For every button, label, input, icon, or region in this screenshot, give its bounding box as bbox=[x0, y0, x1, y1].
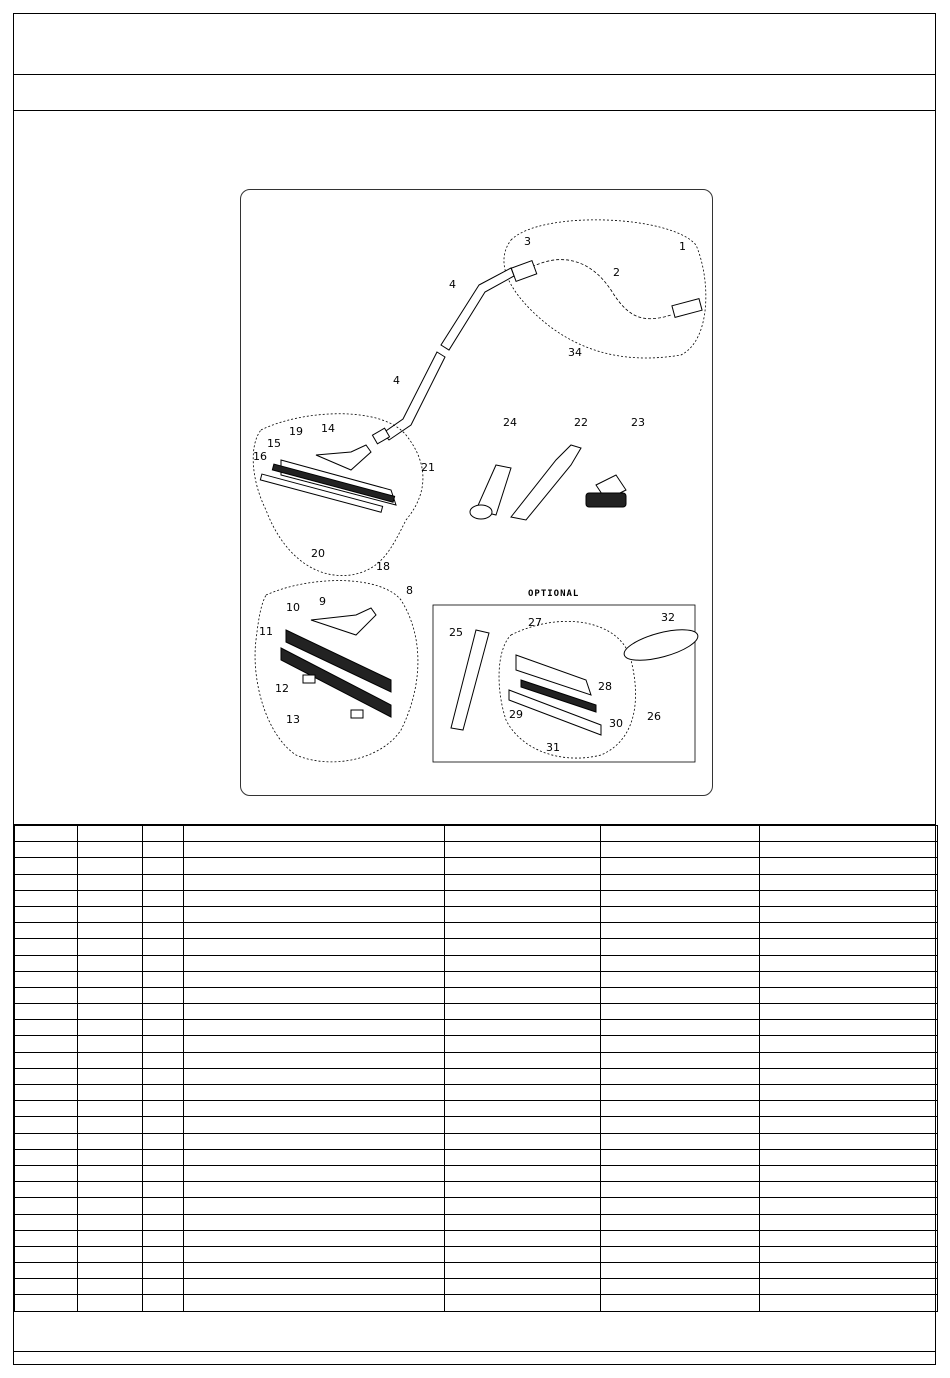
table-cell bbox=[15, 1101, 78, 1117]
callout-label: 4 bbox=[449, 278, 456, 291]
table-cell bbox=[143, 1214, 184, 1230]
table-cell bbox=[143, 1263, 184, 1279]
table-cell bbox=[445, 1085, 601, 1101]
table-cell bbox=[143, 1068, 184, 1084]
table-cell bbox=[15, 923, 78, 939]
table-cell bbox=[760, 1101, 938, 1117]
table-cell bbox=[15, 890, 78, 906]
table-cell bbox=[143, 1165, 184, 1181]
title-row bbox=[14, 14, 935, 75]
table-cell bbox=[601, 939, 760, 955]
table-cell bbox=[445, 906, 601, 922]
table-header-row bbox=[15, 826, 938, 842]
callout-label: 20 bbox=[311, 547, 325, 560]
table-cell bbox=[78, 955, 143, 971]
table-cell bbox=[445, 858, 601, 874]
table-cell bbox=[184, 1230, 445, 1246]
table-cell bbox=[78, 1085, 143, 1101]
callout-label: 32 bbox=[661, 611, 675, 624]
table-cell bbox=[445, 1149, 601, 1165]
table-cell bbox=[15, 874, 78, 890]
table-cell bbox=[78, 858, 143, 874]
table-cell bbox=[15, 842, 78, 858]
table-cell bbox=[143, 1004, 184, 1020]
wand-lower bbox=[383, 352, 445, 440]
table-cell bbox=[184, 1165, 445, 1181]
callout-label: 4 bbox=[393, 374, 400, 387]
table-cell bbox=[143, 1036, 184, 1052]
table-cell bbox=[78, 1295, 143, 1311]
table-cell bbox=[184, 906, 445, 922]
table-cell bbox=[78, 1230, 143, 1246]
callout-label: 14 bbox=[321, 422, 335, 435]
table-cell bbox=[184, 939, 445, 955]
table-cell bbox=[78, 1052, 143, 1068]
upholstery-group-outline bbox=[255, 581, 418, 762]
table-cell bbox=[601, 1214, 760, 1230]
table-cell bbox=[143, 1133, 184, 1149]
table-cell bbox=[760, 1004, 938, 1020]
clip-12b bbox=[351, 710, 363, 718]
callout-label: 16 bbox=[253, 450, 267, 463]
table-cell bbox=[143, 1279, 184, 1295]
table-cell bbox=[15, 1085, 78, 1101]
table-cell bbox=[445, 1165, 601, 1181]
table-cell bbox=[78, 1263, 143, 1279]
table-cell bbox=[15, 1182, 78, 1198]
table-cell bbox=[15, 1149, 78, 1165]
table-cell bbox=[445, 1068, 601, 1084]
table-cell bbox=[760, 1279, 938, 1295]
round-brush-bristles bbox=[586, 493, 626, 507]
table-row bbox=[15, 1020, 938, 1036]
table-cell bbox=[601, 1295, 760, 1311]
table-cell bbox=[601, 1246, 760, 1262]
table-cell bbox=[15, 858, 78, 874]
table-cell bbox=[78, 1036, 143, 1052]
table-cell bbox=[78, 1020, 143, 1036]
table-cell bbox=[601, 1068, 760, 1084]
table-cell bbox=[760, 1052, 938, 1068]
callout-label: 29 bbox=[509, 708, 523, 721]
table-cell bbox=[143, 1020, 184, 1036]
table-row bbox=[15, 858, 938, 874]
table-cell bbox=[760, 890, 938, 906]
table-cell bbox=[143, 987, 184, 1003]
table-cell bbox=[15, 1263, 78, 1279]
table-cell bbox=[445, 1295, 601, 1311]
table-cell bbox=[143, 923, 184, 939]
table-cell bbox=[760, 906, 938, 922]
table-cell bbox=[601, 1020, 760, 1036]
callout-label: 19 bbox=[289, 425, 303, 438]
table-cell bbox=[143, 874, 184, 890]
table-cell bbox=[78, 874, 143, 890]
table-cell bbox=[143, 939, 184, 955]
callout-label: 15 bbox=[267, 437, 281, 450]
table-cell bbox=[78, 923, 143, 939]
document-frame bbox=[13, 13, 936, 1365]
table-cell bbox=[601, 890, 760, 906]
table-cell bbox=[184, 1004, 445, 1020]
table-cell bbox=[760, 1149, 938, 1165]
table-cell bbox=[760, 842, 938, 858]
table-cell bbox=[15, 955, 78, 971]
table-cell bbox=[15, 987, 78, 1003]
table-cell bbox=[78, 987, 143, 1003]
table-cell bbox=[143, 890, 184, 906]
table-row bbox=[15, 1230, 938, 1246]
table-cell bbox=[760, 874, 938, 890]
hose-cuff-1 bbox=[672, 299, 702, 318]
table-row bbox=[15, 906, 938, 922]
upholstery-tool-neck bbox=[311, 608, 376, 635]
table-cell bbox=[143, 858, 184, 874]
table-cell bbox=[445, 1020, 601, 1036]
table-cell bbox=[445, 1182, 601, 1198]
parts-table bbox=[14, 825, 938, 1312]
callout-label: 13 bbox=[286, 713, 300, 726]
table-cell bbox=[15, 971, 78, 987]
exploded-parts-diagram bbox=[240, 189, 713, 796]
table-cell bbox=[601, 1279, 760, 1295]
table-cell bbox=[445, 1279, 601, 1295]
table-cell bbox=[184, 890, 445, 906]
clip-12 bbox=[303, 675, 315, 683]
table-cell bbox=[143, 1101, 184, 1117]
table-cell bbox=[601, 1085, 760, 1101]
table-cell bbox=[445, 1004, 601, 1020]
table-row bbox=[15, 1279, 938, 1295]
table-cell bbox=[184, 987, 445, 1003]
table-cell bbox=[601, 1263, 760, 1279]
callout-label: 34 bbox=[568, 346, 582, 359]
table-cell bbox=[760, 923, 938, 939]
subtitle-row bbox=[14, 75, 935, 111]
table-cell bbox=[184, 826, 445, 842]
callout-label: 1 bbox=[679, 240, 686, 253]
table-cell bbox=[184, 1198, 445, 1214]
table-cell bbox=[184, 1295, 445, 1311]
table-cell bbox=[760, 1085, 938, 1101]
optional-tool-group-outline bbox=[499, 621, 636, 758]
table-cell bbox=[15, 1279, 78, 1295]
table-row bbox=[15, 955, 938, 971]
table-cell bbox=[15, 1133, 78, 1149]
table-cell bbox=[15, 1246, 78, 1262]
table-row bbox=[15, 1295, 938, 1311]
callout-label: 3 bbox=[524, 235, 531, 248]
table-row bbox=[15, 842, 938, 858]
table-cell bbox=[601, 923, 760, 939]
table-row bbox=[15, 939, 938, 955]
table-cell bbox=[601, 1182, 760, 1198]
floor-tool-neck bbox=[316, 445, 371, 470]
table-cell bbox=[15, 1165, 78, 1181]
table-cell bbox=[760, 1214, 938, 1230]
table-cell bbox=[15, 826, 78, 842]
callout-label: 22 bbox=[574, 416, 588, 429]
table-cell bbox=[760, 987, 938, 1003]
table-cell bbox=[78, 1246, 143, 1262]
table-cell bbox=[184, 1036, 445, 1052]
table-cell bbox=[78, 1004, 143, 1020]
table-cell bbox=[78, 971, 143, 987]
table-cell bbox=[601, 826, 760, 842]
callout-label: 25 bbox=[449, 626, 463, 639]
table-cell bbox=[184, 1182, 445, 1198]
table-cell bbox=[184, 1101, 445, 1117]
table-cell bbox=[15, 1004, 78, 1020]
table-cell bbox=[184, 1263, 445, 1279]
table-cell bbox=[445, 1214, 601, 1230]
table-cell bbox=[78, 1068, 143, 1084]
table-cell bbox=[184, 955, 445, 971]
table-cell bbox=[760, 1295, 938, 1311]
callout-label: 26 bbox=[647, 710, 661, 723]
table-cell bbox=[760, 1068, 938, 1084]
table-cell bbox=[78, 826, 143, 842]
table-row bbox=[15, 1263, 938, 1279]
table-cell bbox=[445, 842, 601, 858]
table-cell bbox=[445, 1052, 601, 1068]
table-row bbox=[15, 1149, 938, 1165]
table-cell bbox=[760, 1133, 938, 1149]
table-cell bbox=[445, 939, 601, 955]
table-cell bbox=[445, 923, 601, 939]
table-cell bbox=[15, 1036, 78, 1052]
table-cell bbox=[601, 1149, 760, 1165]
table-row bbox=[15, 1246, 938, 1262]
table-cell bbox=[184, 842, 445, 858]
table-cell bbox=[78, 1133, 143, 1149]
table-cell bbox=[78, 1198, 143, 1214]
crevice-tool-22 bbox=[511, 445, 581, 520]
table-row bbox=[15, 890, 938, 906]
table-cell bbox=[78, 842, 143, 858]
table-cell bbox=[78, 1117, 143, 1133]
table-cell bbox=[184, 1020, 445, 1036]
callout-label: 21 bbox=[421, 461, 435, 474]
table-row bbox=[15, 874, 938, 890]
table-cell bbox=[78, 1279, 143, 1295]
table-cell bbox=[445, 1117, 601, 1133]
callout-label: 23 bbox=[631, 416, 645, 429]
table-cell bbox=[601, 1117, 760, 1133]
table-cell bbox=[445, 971, 601, 987]
table-cell bbox=[601, 842, 760, 858]
table-cell bbox=[445, 1133, 601, 1149]
table-cell bbox=[143, 906, 184, 922]
table-cell bbox=[143, 1085, 184, 1101]
table-row bbox=[15, 1052, 938, 1068]
table-cell bbox=[445, 955, 601, 971]
callout-label: 10 bbox=[286, 601, 300, 614]
table-cell bbox=[143, 1182, 184, 1198]
table-cell bbox=[760, 826, 938, 842]
callout-label: 12 bbox=[275, 682, 289, 695]
callout-label: 9 bbox=[319, 595, 326, 608]
table-cell bbox=[143, 1198, 184, 1214]
parts-table-body bbox=[15, 826, 938, 1312]
table-cell bbox=[601, 1133, 760, 1149]
table-cell bbox=[760, 1230, 938, 1246]
table-cell bbox=[601, 1036, 760, 1052]
table-row bbox=[15, 1165, 938, 1181]
table-row bbox=[15, 923, 938, 939]
table-cell bbox=[601, 1101, 760, 1117]
table-cell bbox=[445, 1198, 601, 1214]
table-cell bbox=[78, 906, 143, 922]
table-row bbox=[15, 1036, 938, 1052]
table-cell bbox=[760, 1165, 938, 1181]
optional-brush-32 bbox=[621, 624, 701, 667]
table-cell bbox=[445, 826, 601, 842]
table-cell bbox=[15, 939, 78, 955]
callout-label: 31 bbox=[546, 741, 560, 754]
parts-diagram-svg bbox=[241, 190, 714, 797]
table-cell bbox=[760, 1036, 938, 1052]
table-cell bbox=[601, 906, 760, 922]
table-cell bbox=[760, 1246, 938, 1262]
callout-label: 27 bbox=[528, 616, 542, 629]
table-cell bbox=[184, 923, 445, 939]
table-cell bbox=[15, 1052, 78, 1068]
callout-label: 28 bbox=[598, 680, 612, 693]
table-cell bbox=[445, 1101, 601, 1117]
table-cell bbox=[445, 1230, 601, 1246]
extension-wand-25 bbox=[451, 630, 489, 730]
callout-label: 30 bbox=[609, 717, 623, 730]
table-cell bbox=[143, 1149, 184, 1165]
table-cell bbox=[184, 1133, 445, 1149]
table-cell bbox=[601, 955, 760, 971]
diagram-area bbox=[14, 111, 935, 825]
table-cell bbox=[184, 1085, 445, 1101]
table-cell bbox=[78, 939, 143, 955]
table-row bbox=[15, 1198, 938, 1214]
table-cell bbox=[601, 1052, 760, 1068]
table-cell bbox=[15, 1198, 78, 1214]
table-cell bbox=[143, 1295, 184, 1311]
table-cell bbox=[143, 1246, 184, 1262]
table-cell bbox=[445, 874, 601, 890]
table-cell bbox=[601, 1004, 760, 1020]
table-row bbox=[15, 1085, 938, 1101]
hose-coil bbox=[526, 260, 671, 319]
table-cell bbox=[760, 955, 938, 971]
table-cell bbox=[760, 971, 938, 987]
table-cell bbox=[760, 858, 938, 874]
table-cell bbox=[78, 1149, 143, 1165]
table-cell bbox=[601, 1198, 760, 1214]
table-cell bbox=[601, 971, 760, 987]
table-cell bbox=[15, 1295, 78, 1311]
table-row bbox=[15, 1117, 938, 1133]
callout-label: 8 bbox=[406, 584, 413, 597]
table-cell bbox=[15, 1068, 78, 1084]
table-cell bbox=[15, 1117, 78, 1133]
table-cell bbox=[760, 1020, 938, 1036]
table-cell bbox=[143, 1230, 184, 1246]
table-cell bbox=[143, 842, 184, 858]
table-cell bbox=[184, 1149, 445, 1165]
table-cell bbox=[184, 1117, 445, 1133]
table-cell bbox=[601, 987, 760, 1003]
table-row bbox=[15, 1004, 938, 1020]
table-cell bbox=[184, 1068, 445, 1084]
table-cell bbox=[15, 1020, 78, 1036]
table-cell bbox=[184, 1246, 445, 1262]
table-row bbox=[15, 1101, 938, 1117]
table-cell bbox=[78, 1214, 143, 1230]
table-cell bbox=[143, 1052, 184, 1068]
table-cell bbox=[184, 1279, 445, 1295]
table-cell bbox=[15, 1230, 78, 1246]
table-cell bbox=[78, 1165, 143, 1181]
table-cell bbox=[445, 1036, 601, 1052]
table-cell bbox=[760, 939, 938, 955]
table-cell bbox=[601, 858, 760, 874]
table-cell bbox=[143, 955, 184, 971]
table-row bbox=[15, 1182, 938, 1198]
table-cell bbox=[78, 1182, 143, 1198]
optional-label: OPTIONAL bbox=[528, 589, 580, 599]
hose-group-outline bbox=[504, 220, 706, 358]
table-cell bbox=[445, 890, 601, 906]
table-cell bbox=[184, 1052, 445, 1068]
table-row bbox=[15, 987, 938, 1003]
table-cell bbox=[184, 874, 445, 890]
table-cell bbox=[760, 1117, 938, 1133]
table-cell bbox=[601, 874, 760, 890]
table-cell bbox=[78, 890, 143, 906]
table-cell bbox=[445, 987, 601, 1003]
table-cell bbox=[184, 971, 445, 987]
table-row bbox=[15, 1068, 938, 1084]
table-row bbox=[15, 1214, 938, 1230]
table-cell bbox=[143, 971, 184, 987]
table-cell bbox=[601, 1230, 760, 1246]
table-cell bbox=[184, 1214, 445, 1230]
table-cell bbox=[601, 1165, 760, 1181]
footer-row bbox=[14, 1351, 935, 1364]
callout-label: 24 bbox=[503, 416, 517, 429]
table-row bbox=[15, 971, 938, 987]
callout-label: 18 bbox=[376, 560, 390, 573]
table-cell bbox=[15, 906, 78, 922]
table-cell bbox=[445, 1263, 601, 1279]
hose-cuff-3 bbox=[511, 261, 536, 282]
callout-label: 2 bbox=[613, 266, 620, 279]
table-cell bbox=[143, 1117, 184, 1133]
table-cell bbox=[78, 1101, 143, 1117]
table-cell bbox=[760, 1182, 938, 1198]
callout-label: 11 bbox=[259, 625, 273, 638]
table-row bbox=[15, 1133, 938, 1149]
table-cell bbox=[760, 1198, 938, 1214]
table-cell bbox=[445, 1246, 601, 1262]
table-cell bbox=[143, 826, 184, 842]
table-cell bbox=[184, 858, 445, 874]
table-cell bbox=[15, 1214, 78, 1230]
table-cell bbox=[760, 1263, 938, 1279]
